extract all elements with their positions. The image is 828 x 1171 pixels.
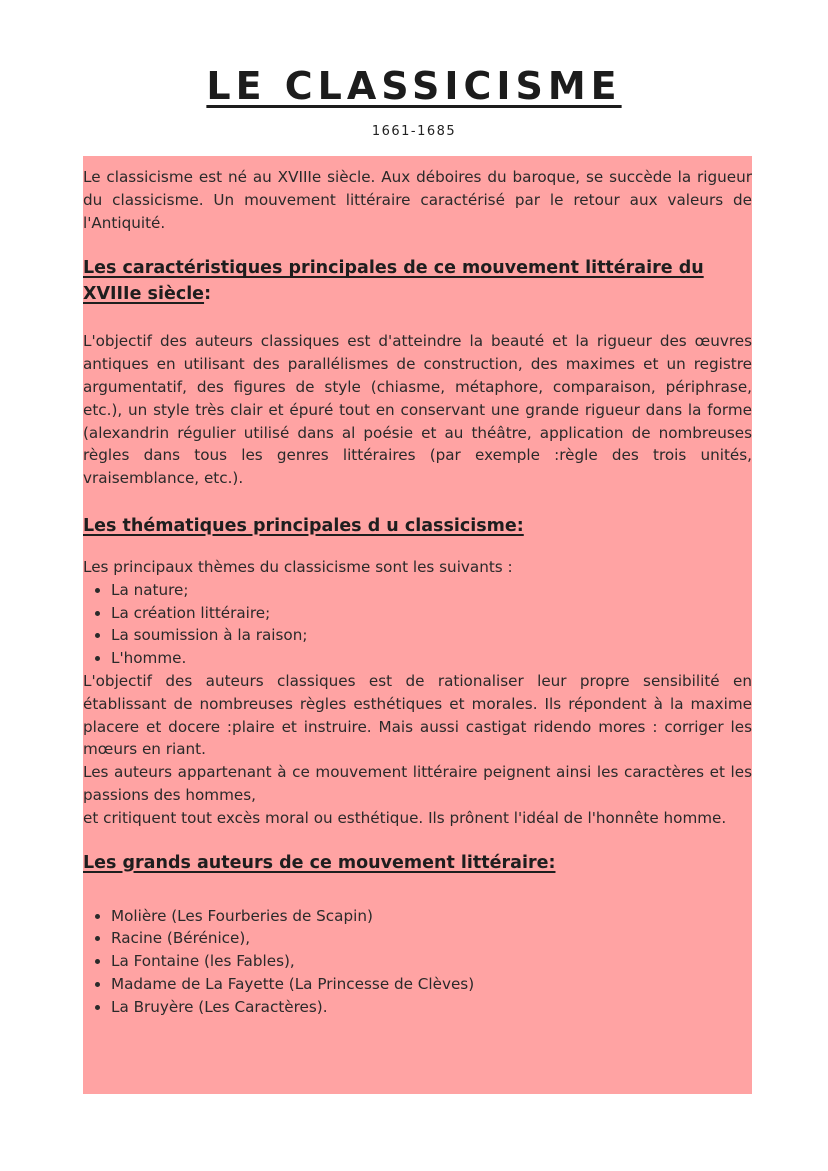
page-title — [0, 64, 828, 108]
section-heading-suffix: : — [204, 284, 212, 305]
section-heading-authors: Les grands auteurs de ce mouvement littéraire: — [83, 852, 556, 873]
characteristics-paragraph: L'objectif des auteurs classiques est d'atteindre la beauté et la rigueur des œuvres antiques en utilisant des parallélismes de construction, des maximes et un registre argumentatif, des figures de style (chiasme, métaphore, comparaison, périphrase, etc.), un style très clair et épuré tout en conservant une grande rigueur dans la forme (alexandrin régulier utilisé dans al poésie et au théâtre, application de nombreuses règles dans tous les genres littéraires (par exemple :règle des trois unités, vraisemblance, etc.). — [83, 332, 752, 488]
list-item: • La soumission à la raison; — [111, 624, 752, 647]
list-item: • Madame de La Fayette (La Princesse de Clèves) — [111, 973, 752, 996]
list-item: • Molière (Les Fourberies de Scapin) — [111, 905, 752, 928]
list-item: • Racine (Bérénice), — [111, 927, 752, 950]
list-item: • La Bruyère (Les Caractères). — [111, 996, 752, 1019]
list-item: • La nature; — [111, 579, 752, 602]
page-title-text: LE CLASSICISME — [206, 64, 622, 108]
section-heading-characteristics-text: Les caractéristiques principales de ce mouvement littéraire du XVIIIe siècle — [83, 258, 704, 305]
themes-paragraph-3: et critiquent tout excès moral ou esthétique. Ils prônent l'idéal de l'honnête homme. — [83, 808, 727, 827]
intro-paragraph: Le classicisme est né au XVIIIe siècle. Aux déboires du baroque, se succède la rigueur du classicisme. Un mouvement littéraire caractérisé par le retour aux valeurs de l'Antiquité. — [83, 168, 752, 232]
authors-list — [83, 905, 752, 1019]
list-item: • La création littéraire; — [111, 602, 752, 625]
list-item: • La Fontaine (les Fables), — [111, 950, 752, 973]
themes-list — [83, 579, 752, 670]
section-heading-themes: Les thématiques principales d u classicisme: — [83, 515, 524, 536]
themes-paragraph-1: L'objectif des auteurs classiques est de rationaliser leur propre sensibilité en établissant de nombreuses règles esthétiques et morales. Ils répondent à la maxime placere et docere :plaire et instruire. Mais aussi castigat ridendo mores : corriger les mœurs en riant. — [83, 671, 752, 759]
content-panel — [83, 156, 752, 1094]
list-item: • L'homme. — [111, 647, 752, 670]
themes-lead: Les principaux thèmes du classicisme sont les suivants : — [83, 557, 513, 576]
section-heading-characteristics — [83, 255, 752, 307]
date-range: 1661-1685 — [371, 124, 457, 139]
themes-paragraph-2: Les auteurs appartenant à ce mouvement littéraire peignent ainsi les caractères et les passions des hommes, — [83, 763, 752, 804]
